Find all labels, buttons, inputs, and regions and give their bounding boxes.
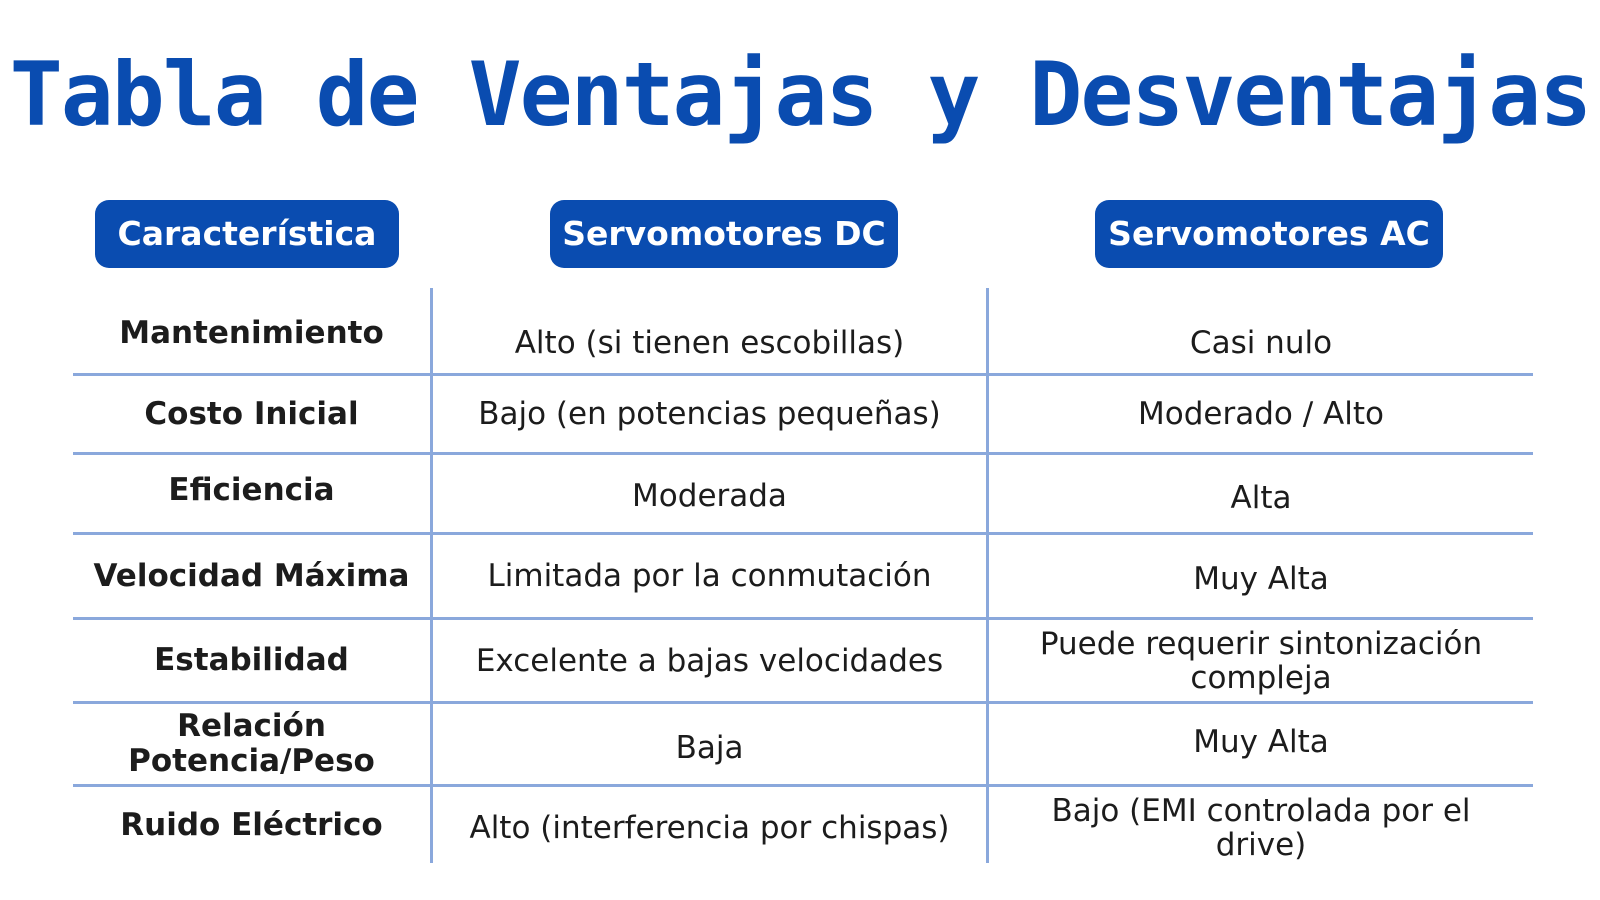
row-feature-label: Ruido Eléctrico	[120, 806, 383, 843]
page-title: Tabla de Ventajas y Desventajas	[9, 43, 1591, 146]
row-ac-value: Moderado / Alto	[1138, 396, 1384, 432]
row-dc-value: Alto (interferencia por chispas)	[469, 810, 950, 846]
header-feature: Característica	[95, 200, 399, 268]
row-feature-label: Costo Inicial	[144, 395, 359, 432]
row-feature-label: Velocidad Máxima	[93, 557, 410, 594]
header-ac-servomotors: Servomotores AC	[1095, 200, 1443, 268]
row-ac-value: Muy Alta	[1193, 561, 1329, 597]
row-dc-value: Alto (si tienen escobillas)	[514, 325, 905, 361]
row-ac-value: Alta	[1230, 480, 1292, 516]
row-feature-label: Mantenimiento	[119, 314, 384, 351]
row-dc-value: Bajo (en potencias pequeñas)	[478, 396, 941, 432]
row-ac-value: Puede requerir sintonización compleja	[1039, 625, 1483, 696]
row-dc-value: Baja	[675, 730, 744, 766]
row-dc-value: Excelente a bajas velocidades	[475, 642, 944, 679]
row-ac-value: Bajo (EMI controlada por el drive)	[1051, 793, 1471, 863]
header-dc-servomotors: Servomotores DC	[550, 200, 898, 268]
row-dc-value: Limitada por la conmutación	[487, 558, 932, 594]
row-feature-label: Relación Potencia/Peso	[128, 708, 375, 779]
row-dc-value: Moderada	[632, 478, 787, 514]
row-feature-label: Eficiencia	[168, 471, 335, 508]
row-feature-label: Estabilidad	[154, 642, 349, 678]
row-ac-value: Muy Alta	[1193, 724, 1329, 760]
row-ac-value: Casi nulo	[1189, 325, 1333, 361]
